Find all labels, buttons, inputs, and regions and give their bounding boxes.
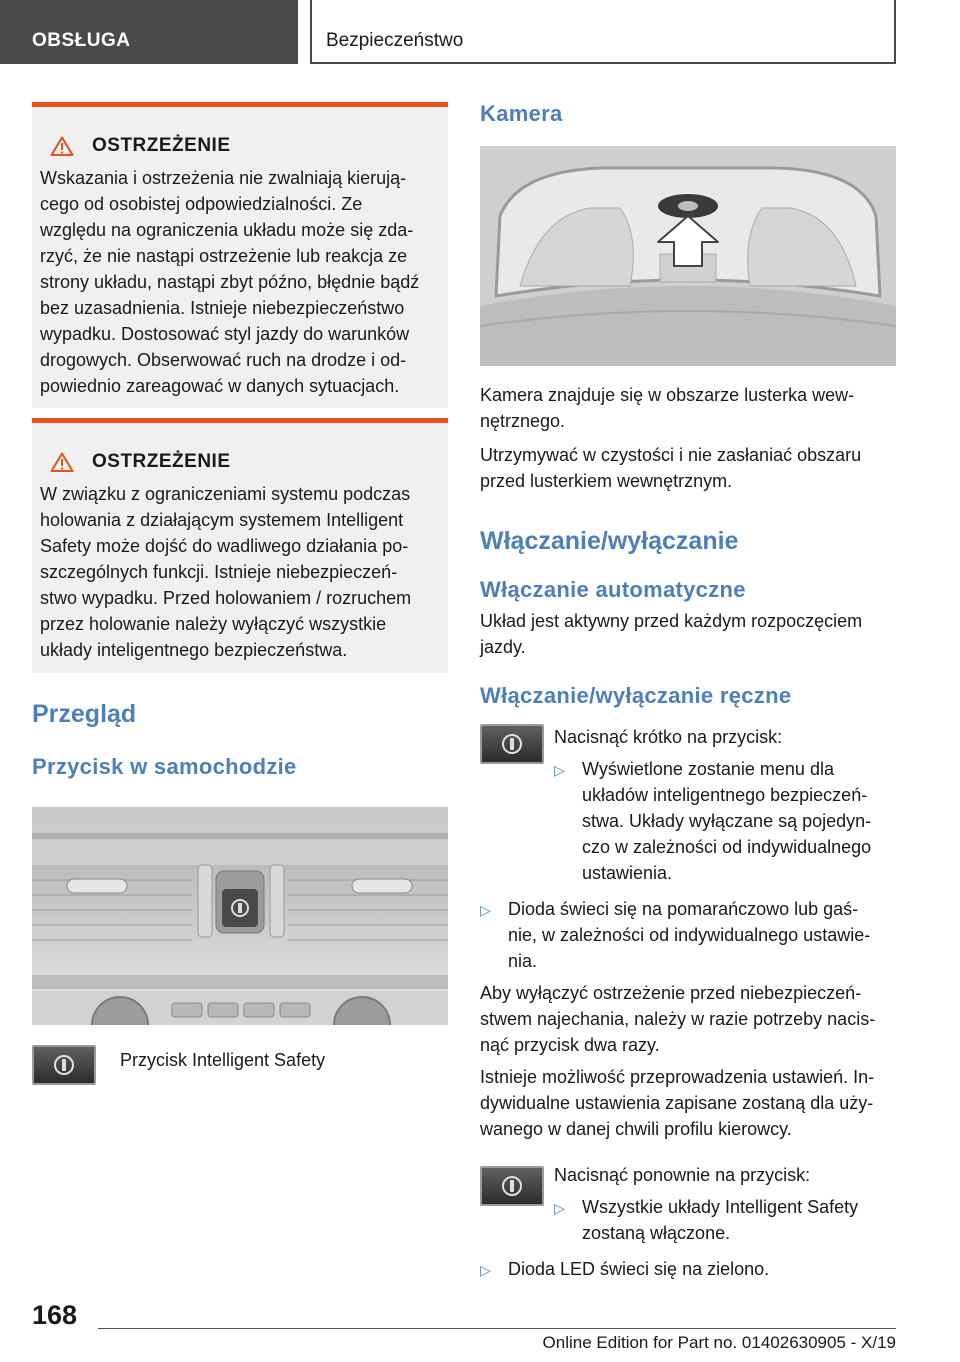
warning-text: W związku z ograniczeniami systemu podczas holowania z działającym systemem Intelligent Safety może dojść do wadliwego działania po- szczególnych funkcji. Istnieje niebezpieczeń- stwo wypadku. Przed holowaniem / rozruchem przez holowanie należy wyłączyć wszystkie układy inteligentnego bezpieczeństwa. [40,484,412,660]
camera-text-1: Kamera znajduje się w obszarze lusterka wew- nętrznego. [480,385,855,431]
subheading-button: Przycisk w samochodzie [32,754,297,779]
button-caption-row [32,1045,448,1085]
footer-divider [98,1328,896,1329]
intelligent-safety-button-icon [480,1166,544,1206]
bullet-triangle-icon: ▷ [480,902,491,918]
heading-onoff: Włączanie/wyłączanie [480,527,739,555]
section-tab: OBSŁUGA [0,0,298,64]
press-short-row [480,724,896,886]
heading-camera: Kamera [480,101,563,126]
intelligent-safety-button-icon [32,1045,96,1085]
off-text: Aby wyłączyć ostrzeżenie przed niebezpieczeń- stwem najechania, należy w razie potrzeby nacis- nąć przycisk dwa razy. [480,983,876,1055]
bullet-triangle-icon: ▷ [554,762,565,778]
warning-title: OSTRZEŻENIE [92,135,231,156]
list-item: ▷ Wszystkie układy Intelligent Safety zostaną włączone. [554,1194,858,1246]
warning-title: OSTRZEŻENIE [92,451,231,472]
press-again-text: Nacisnąć ponownie na przycisk: [554,1165,811,1185]
bullet-triangle-icon: ▷ [554,1200,565,1216]
warning-triangle-icon [50,452,74,472]
heading-overview: Przegląd [32,700,137,728]
press-again-row [480,1162,896,1246]
warning-box [32,418,448,673]
settings-text: Istnieje możliwość przeprowadzenia ustawień. In- dywidualne ustawienia zapisane zostaną dla uży- wanego w danej chwili profilu kierowcy. [480,1067,875,1139]
chapter-title: Bezpieczeństwo [310,0,896,64]
camera-text-2: Utrzymywać w czystości i nie zasłaniać obszaru przed lusterkiem wewnętrznym. [480,445,862,491]
press-short-text: Nacisnąć krótko na przycisk: [554,727,783,747]
right-column [480,100,896,1283]
footer-edition: Online Edition for Part no. 01402630905 - X/19 [542,1333,896,1352]
list-item: ▷ Dioda LED świeci się na zielono. [480,1256,896,1283]
subheading-manual: Włączanie/wyłączanie ręczne [480,683,792,708]
page-number: 168 [32,1300,78,1330]
left-column [32,102,448,1085]
warning-triangle-icon [50,136,74,156]
intelligent-safety-button-icon [480,724,544,764]
warning-box [32,102,448,408]
camera-image [480,146,896,366]
button-caption: Przycisk Intelligent Safety [120,1050,326,1070]
dashboard-button-image [32,805,448,1025]
bullet-triangle-icon: ▷ [480,1262,491,1278]
list-item: ▷ Dioda świeci się na pomarańczowo lub gaś- nie, w zależności od indywidualnego ustawie- nia. [480,896,896,974]
warning-text: Wskazania i ostrzeżenia nie zwalniają kierują- cego od osobistej odpowiedzialności. Ze względu na ograniczenia układu może się zda- rzyć, że nie nastąpi ostrzeżenie lub reakcja ze strony układu, nastąpi zbyt późno, błędnie bądź bez uzasadnienia. Istnieje niebezpieczeństwo wypadku. Dostosować styl jazdy do warunków drogowych. Obserwować ruch na drodze i od- powiednio zareagować w danych sytuacjach. [40,168,420,396]
subheading-auto: Włączanie automatyczne [480,577,746,602]
auto-text: Układ jest aktywny przed każdym rozpoczęciem jazdy. [480,611,863,657]
list-item: ▷ Wyświetlone zostanie menu dla układów inteligentnego bezpieczeń- stwa. Układy wyłączane są pojedyn- czo w zależności od indywidualnego ustawienia. [554,756,871,886]
